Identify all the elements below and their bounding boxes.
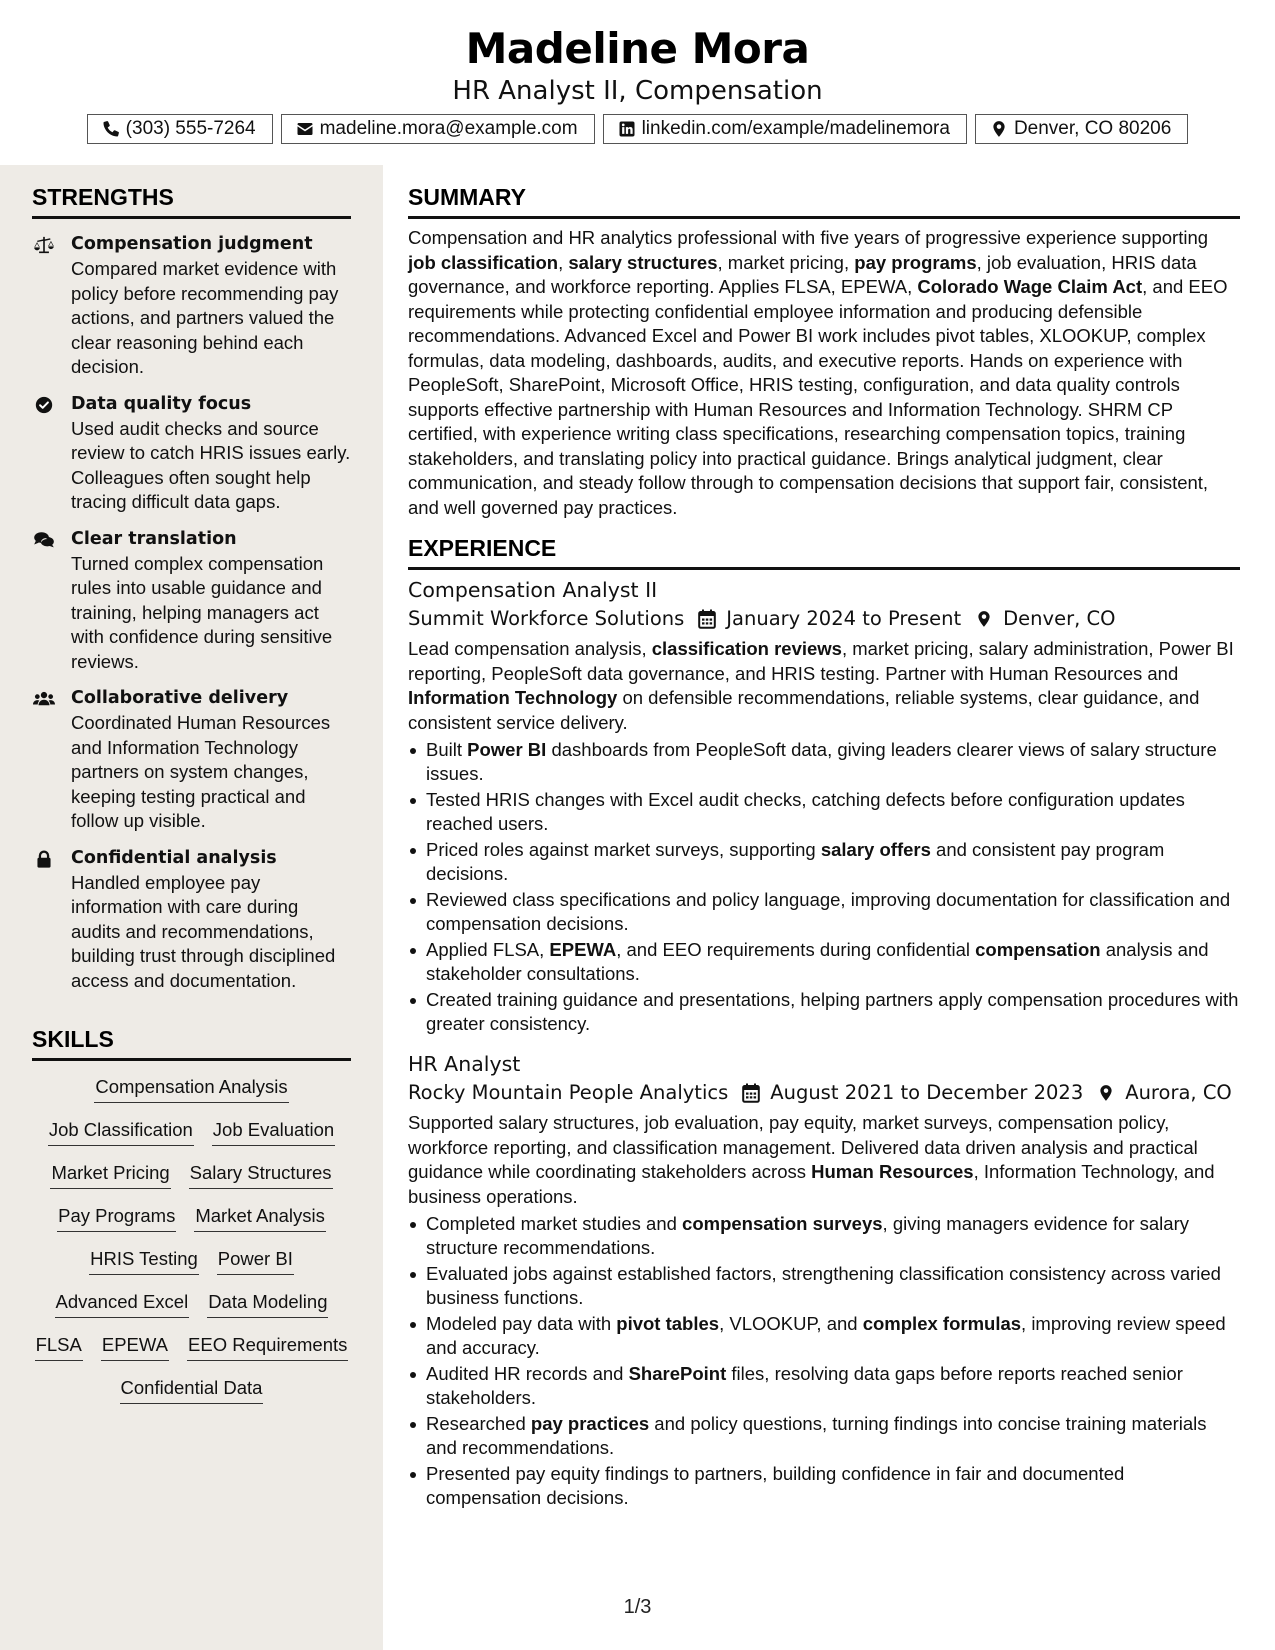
job-summary: Lead compensation analysis, classification reviews, market pricing, salary administration, Power BI reporting, PeopleSoft data governance, and HRIS testing. Partner with Human Resources and Information Technology on defensible recommendations, reliable systems, clear guidance, and consistent service delivery.	[408, 638, 1234, 733]
candidate-title: HR Analyst II, Compensation	[452, 76, 823, 106]
resume-header	[0, 0, 1275, 165]
envelope-icon	[296, 120, 314, 138]
phone-icon	[102, 120, 120, 138]
strength-title: Data quality focus	[71, 393, 252, 414]
skill-tag: FLSA	[35, 1333, 83, 1361]
skill-tag: Data Modeling	[207, 1290, 328, 1318]
check-circle-icon	[32, 396, 56, 416]
strength-description: Turned complex compensation rules into usable guidance and training, helping managers act with confidence during sensitive reviews.	[71, 552, 333, 672]
strength-item	[32, 391, 351, 515]
skill-row	[32, 1118, 351, 1146]
strength-item	[32, 845, 351, 994]
skill-row	[32, 1204, 351, 1232]
summary-section	[408, 183, 1240, 520]
bullet-item: Audited HR records and SharePoint files, resolving data gaps before reports reached senior stakeholders.	[408, 1362, 1240, 1410]
experience-section	[408, 534, 1240, 1512]
job-entry	[408, 1050, 1240, 1510]
skills-section	[32, 1025, 351, 1404]
job-dates: August 2021 to December 2023	[770, 1081, 1084, 1104]
strength-item	[32, 231, 351, 380]
skill-row	[32, 1333, 351, 1361]
summary-heading: SUMMARY	[408, 183, 1240, 219]
strength-title: Collaborative delivery	[71, 688, 289, 708]
bullet-item: Created training guidance and presentations, helping partners apply compensation procedures with greater consistency.	[408, 988, 1240, 1036]
users-icon	[32, 690, 56, 710]
job-bullets	[408, 1212, 1240, 1510]
contact-location-text: Denver, CO 80206	[1013, 118, 1172, 139]
page-number: 1/3	[623, 1596, 652, 1618]
skill-tag: Power BI	[217, 1247, 294, 1275]
contact-phone-text: (303) 555-7264	[125, 118, 256, 139]
skill-tag: Job Evaluation	[212, 1118, 335, 1146]
skill-tag: Market Analysis	[194, 1204, 326, 1232]
bullet-item: Modeled pay data with pivot tables, VLOOKUP, and complex formulas, improving review speed and accuracy.	[408, 1312, 1240, 1360]
strengths-section	[32, 183, 351, 993]
skill-row	[32, 1247, 351, 1275]
skill-row	[32, 1376, 351, 1404]
bullet-item: Tested HRIS changes with Excel audit checks, catching defects before configuration updates reached users.	[408, 788, 1240, 836]
scale-icon	[32, 236, 56, 256]
strength-title: Compensation judgment	[71, 234, 313, 254]
bullet-item: Presented pay equity findings to partners, building confidence in fair and documented compensation decisions.	[408, 1462, 1240, 1510]
job-meta	[408, 1078, 1240, 1108]
comments-icon	[32, 531, 56, 551]
contact-email[interactable]	[281, 114, 595, 144]
strength-description: Handled employee pay information with care during audits and recommendations, building trust through disciplined access and documentation.	[71, 871, 336, 991]
calendar-icon	[698, 609, 716, 629]
job-location: Aurora, CO	[1125, 1081, 1232, 1104]
summary-text: Compensation and HR analytics professional with five years of progressive experience supporting job classification, salary structures, market pricing, pay programs, job evaluation, HRIS data governance, and workforce reporting. Applies FLSA, EPEWA, Colorado Wage Claim Act, and EEO requirements while protecting confidential employee information and producing defensible recommendations. Advanced Excel and Power BI work includes pivot tables, XLOOKUP, complex formulas, data modeling, dashboards, audits, and executive reports. Hands on experience with PeopleSoft, SharePoint, Microsoft Office, HRIS testing, configuration, and data quality controls supports effective partnership with Human Resources and Information Technology. SHRM CP certified, with experience writing class specifications, researching compensation topics, training stakeholders, and translating policy into practical guidance. Brings analytical judgment, clear communication, and steady follow through to compensation decisions that support fair, consistent, and well governed pay practices.	[408, 227, 1228, 518]
strength-title: Clear translation	[71, 528, 237, 549]
contact-linkedin[interactable]	[603, 114, 967, 144]
skill-row	[32, 1290, 351, 1318]
skill-tag: Salary Structures	[189, 1161, 333, 1189]
skill-row	[32, 1075, 351, 1103]
skill-tag: Compensation Analysis	[94, 1075, 288, 1103]
contact-email-text: madeline.mora@example.com	[319, 118, 578, 139]
map-pin-icon	[975, 609, 993, 629]
job-title: HR Analyst	[408, 1052, 521, 1076]
skill-tag: Pay Programs	[57, 1204, 176, 1232]
lock-icon	[32, 850, 56, 870]
bullet-item: Priced roles against market surveys, supporting salary offers and consistent pay program decisions.	[408, 838, 1240, 886]
skill-tag: Market Pricing	[50, 1161, 170, 1189]
job-dates: January 2024 to Present	[726, 607, 962, 630]
strengths-heading: STRENGTHS	[32, 183, 351, 219]
strength-description: Used audit checks and source review to catch HRIS issues early. Colleagues often sought help tracing difficult data gaps.	[71, 417, 351, 512]
skill-tag: EEO Requirements	[187, 1333, 348, 1361]
skill-tag: Advanced Excel	[55, 1290, 190, 1318]
bullet-item: Completed market studies and compensation surveys, giving managers evidence for salary structure recommendations.	[408, 1212, 1240, 1260]
bullet-item: Evaluated jobs against established factors, strengthening classification consistency across varied business functions.	[408, 1262, 1240, 1310]
experience-heading: EXPERIENCE	[408, 534, 1240, 570]
bullet-item: Applied FLSA, EPEWA, and EEO requirements during confidential compensation analysis and stakeholder consultations.	[408, 938, 1240, 986]
linkedin-icon	[618, 120, 636, 138]
skill-tag: Confidential Data	[120, 1376, 264, 1404]
contact-linkedin-text: linkedin.com/example/madelinemora	[641, 118, 950, 139]
job-entry	[408, 576, 1240, 1036]
main-column	[408, 165, 1240, 1650]
contact-phone	[87, 114, 273, 144]
job-company: Summit Workforce Solutions	[408, 607, 685, 630]
map-pin-icon	[990, 120, 1008, 138]
strength-description: Compared market evidence with policy before recommending pay actions, and partners valued the clear reasoning behind each decision.	[71, 258, 339, 377]
bullet-item: Built Power BI dashboards from PeopleSoft data, giving leaders clearer views of salary structure issues.	[408, 738, 1240, 786]
contact-bar	[0, 114, 1275, 144]
candidate-name: Madeline Mora	[465, 24, 810, 73]
job-location: Denver, CO	[1003, 607, 1116, 630]
map-pin-icon	[1097, 1083, 1115, 1103]
skill-tag: Job Classification	[48, 1118, 194, 1146]
job-summary: Supported salary structures, job evaluation, pay equity, market surveys, compensation policy, workforce reporting, and classification management. Delivered data driven analysis and practical guidance while coordinating stakeholders across Human Resources, Information Technology, and business operations.	[408, 1112, 1215, 1207]
strength-title: Confidential analysis	[71, 847, 277, 868]
skills-heading: SKILLS	[32, 1025, 351, 1061]
sidebar	[0, 165, 383, 1650]
strength-item	[32, 526, 351, 675]
bullet-item: Reviewed class specifications and policy language, improving documentation for classification and compensation decisions.	[408, 888, 1240, 936]
skill-tag: EPEWA	[101, 1333, 169, 1361]
strength-item	[32, 685, 351, 834]
strength-description: Coordinated Human Resources and Information Technology partners on system changes, keeping testing practical and follow up visible.	[71, 712, 331, 831]
job-meta	[408, 604, 1240, 634]
job-title: Compensation Analyst II	[408, 578, 658, 602]
job-company: Rocky Mountain People Analytics	[408, 1081, 729, 1104]
skill-tag: HRIS Testing	[89, 1247, 199, 1275]
bullet-item: Researched pay practices and policy questions, turning findings into concise training materials and recommendations.	[408, 1412, 1240, 1460]
calendar-icon	[742, 1083, 760, 1103]
job-bullets	[408, 738, 1240, 1036]
contact-location	[975, 114, 1188, 144]
skill-row	[32, 1161, 351, 1189]
